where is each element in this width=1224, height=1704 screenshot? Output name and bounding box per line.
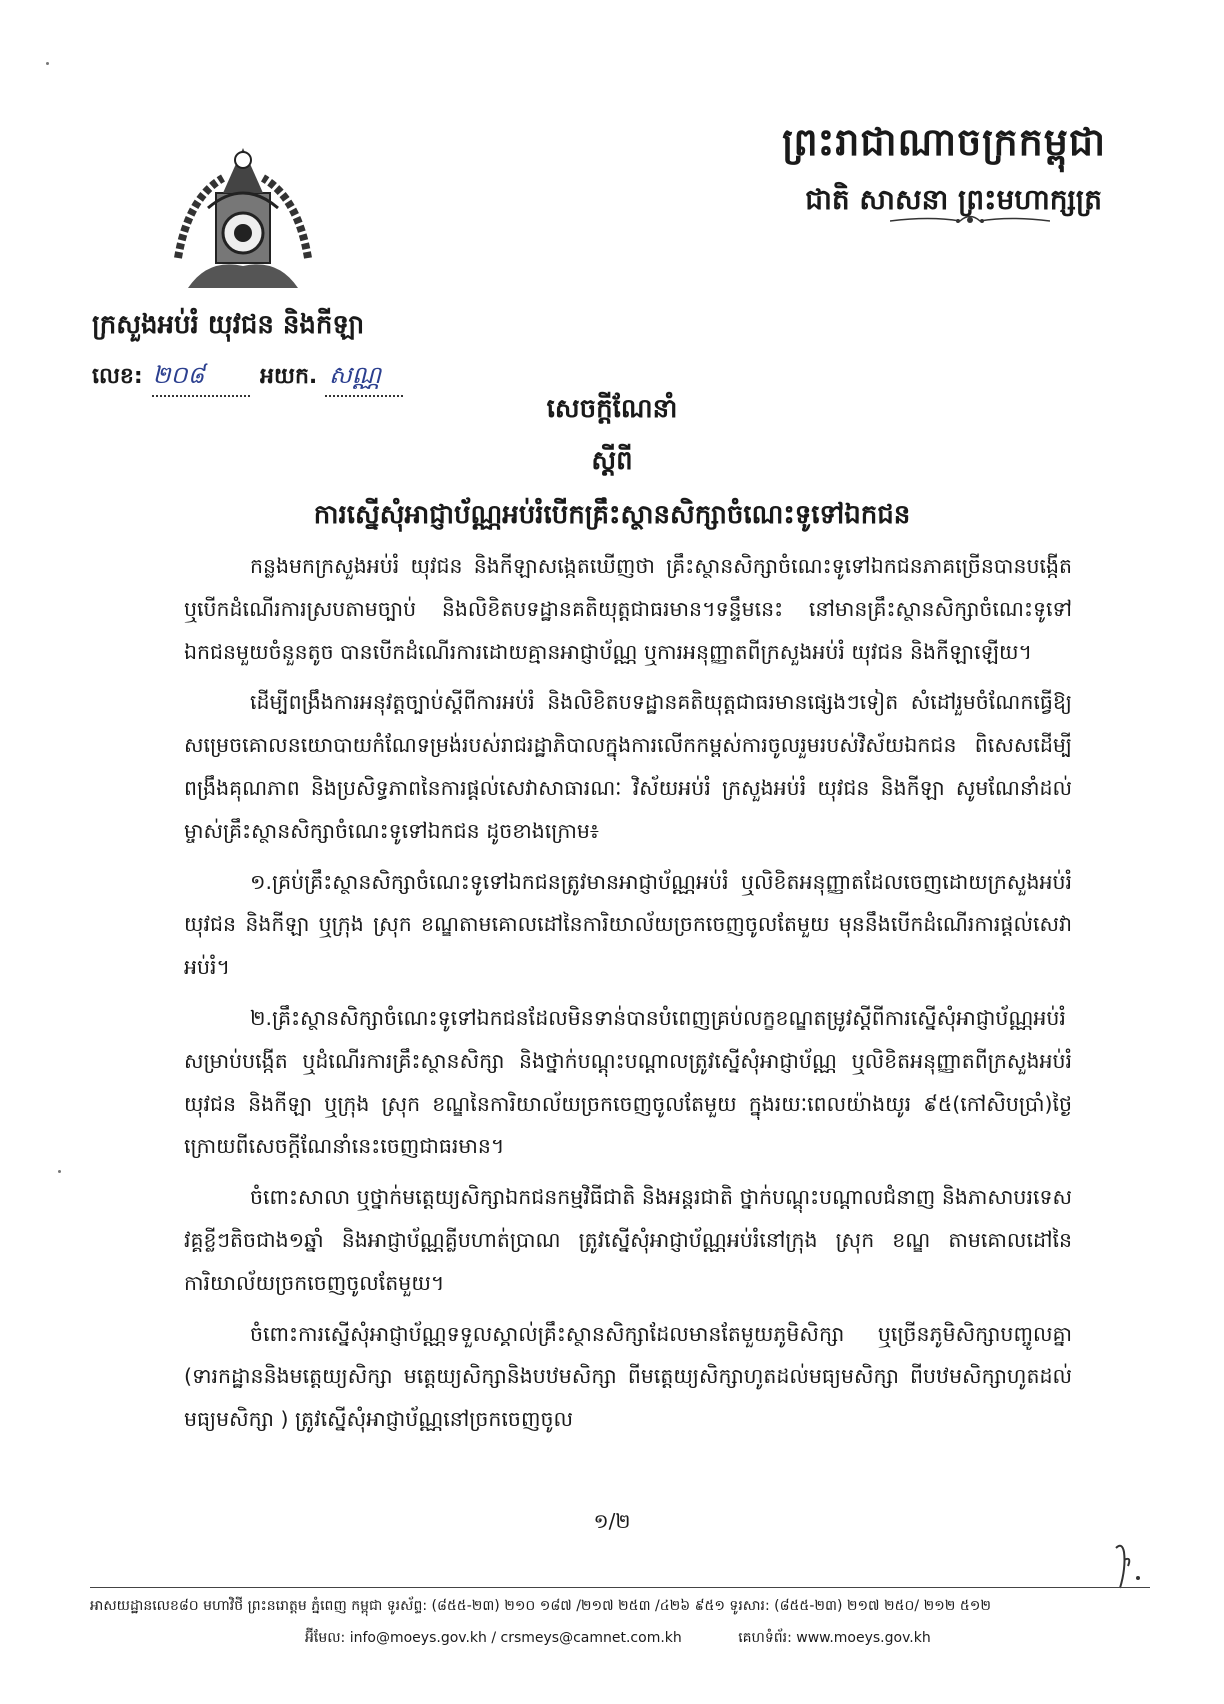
title-line-3: ការស្នើសុំអាជ្ញាប័ណ្ណអប់រំបើកគ្រឹះស្ថានសិក្សាចំណេះទូទៅឯកជន <box>313 500 911 530</box>
footer-email: អ៊ីមែល: info@moeys.gov.kh / crsmeys@camnet.com.kh <box>305 1630 682 1646</box>
paragraph: ២.គ្រឹះស្ថានសិក្សាចំណេះទូទៅឯកជនដែលមិនទាន់បានបំពេញគ្រប់លក្ខខណ្ឌតម្រូវស្តីពីការស្នើសុំអាជ្ញាប័ណ្ណអប់រំសម្រាប់បង្កើត ឬដំណើរការគ្រឹះស្ថានសិក្សា និងថ្នាក់បណ្តុះបណ្តាលត្រូវស្នើសុំអាជ្ញាប័ណ្ណ ឬលិខិតអនុញ្ញាតពីក្រសួងអប់រំ យុវជន និងកីឡា ឬក្រុង ស្រុក ខណ្ឌនៃការិយាល័យច្រកចេញចូលតែមួយ ក្នុងរយៈពេលយ៉ាងយូរ ៩៥(កៅសិបប្រាំ)ថ្ងៃ ក្រោយពីសេចក្តីណែនាំនេះចេញជាធរមាន។ <box>184 1005 1072 1159</box>
footer-address: អាសយដ្ឋានលេខ៨០ មហាវិថី ព្រះនរោត្តម ភ្នំពេញ កម្ពុជា ទូរស័ព្ទ: (៨៥៥-២៣) ២១០ ១៨៧ /២១៧ ២៥៣ /៤២៦ ៩៥១ ទូរសារ: (៨៥៥-២៣) ២១៧ ២៥០/ ២១២ ៥១២ <box>90 1598 991 1614</box>
document-title <box>0 392 1224 536</box>
document-body <box>184 545 1072 1449</box>
scan-speck <box>46 62 49 65</box>
ministry-name: ក្រសួងអប់រំ យុវជន និងកីឡា <box>92 310 365 340</box>
paragraph: ដើម្បីពង្រឹងការអនុវត្តច្បាប់ស្តីពីការអប់រំ និងលិខិតបទដ្ឋានគតិយុត្តជាធរមានផ្សេងៗទៀត សំដៅរួមចំណែកធ្វើឱ្យសម្រេចគោលនយោបាយកំណែទម្រង់របស់រាជរដ្ឋាភិបាលក្នុងការលើកកម្ពស់ការចូលរួមរបស់វិស័យឯកជន ពិសេសដើម្បីពង្រឹងគុណភាព និងប្រសិទ្ធភាពនៃការផ្តល់សេវាសាធារណៈ វិស័យអប់រំ ក្រសួងអប់រំ យុវជន និងកីឡា សូមណែនាំដល់ម្ចាស់គ្រឹះស្ថានសិក្សាចំណេះទូទៅឯកជន ដូចខាងក្រោម៖ <box>184 690 1072 843</box>
national-motto: ជាតិ សាសនា ព្រះមហាក្សត្រ <box>805 183 1102 216</box>
paragraph: ចំពោះសាលា ឬថ្នាក់មត្តេយ្យសិក្សាឯកជនកម្មវិធីជាតិ និងអន្តរជាតិ ថ្នាក់បណ្តុះបណ្តាលជំនាញ និងភាសាបរទេសវគ្គខ្លីៗតិចជាង១ឆ្នាំ និងអាជ្ញាប័ណ្ណគ្លីបហាត់ប្រាណ ត្រូវស្នើសុំអាជ្ញាប័ណ្ណអប់រំនៅក្រុង ស្រុក ខណ្ឌ តាមគោលដៅនៃការិយាល័យច្រកចេញចូលតែមួយ។ <box>184 1185 1072 1295</box>
footer-contacts <box>305 1628 983 1649</box>
kingdom-name: ព្រះរាជាណាចក្រកម្ពុជា <box>782 120 1106 164</box>
page-number: ១/២ <box>593 1509 631 1533</box>
letterhead-kingdom <box>782 118 1106 223</box>
title-line-2: ស្តីពី <box>591 446 633 476</box>
ref-label: លេខ: <box>92 364 143 389</box>
paragraph: ១.គ្រប់គ្រឹះស្ថានសិក្សាចំណេះទូទៅឯកជនត្រូវមានអាជ្ញាប័ណ្ណអប់រំ ឬលិខិតអនុញ្ញាតដែលចេញដោយក្រសួងអប់រំ យុវជន និងកីឡា ឬក្រុង ស្រុក ខណ្ឌតាមគោលដៅនៃការិយាល័យច្រកចេញចូលតែមួយ មុននឹងបើកដំណើរការផ្តល់សេវាអប់រំ។ <box>184 869 1072 980</box>
paragraph: កន្លងមកក្រសួងអប់រំ យុវជន និងកីឡាសង្កេតឃើញថា គ្រឹះស្ថានសិក្សាចំណេះទូទៅឯកជនភាគច្រើនបានបង្កើត ឬបើកដំណើរការស្របតាមច្បាប់ និងលិខិតបទដ្ឋានគតិយុត្តជាធរមាន។ទន្ទឹមនេះ នៅមានគ្រឹះស្ថានសិក្សាចំណេះទូទៅឯកជនមួយចំនួនតូច បានបើកដំណើរការដោយគ្មានអាជ្ញាប័ណ្ណ ឬការអនុញ្ញាតពីក្រសួងអប់រំ យុវជន និងកីឡាឡើយ។ <box>184 554 1072 664</box>
title-line-1: សេចក្តីណែនាំ <box>546 394 678 424</box>
footer-rule <box>90 1587 1150 1588</box>
ref-suffix-value: សណ្ណ <box>325 360 403 397</box>
ref-number: ២០៨ <box>152 360 250 397</box>
ornament-divider-icon <box>890 210 1050 232</box>
initial-signature-icon <box>1108 1538 1148 1598</box>
ministry-emblem-icon <box>168 138 318 296</box>
footer-website: គេហទំព័រ: www.moeys.gov.kh <box>738 1630 931 1646</box>
ref-suffix-label: អយក. <box>260 364 318 389</box>
paragraph: ចំពោះការស្នើសុំអាជ្ញាប័ណ្ណទទួលស្គាល់គ្រឹះស្ថានសិក្សាដែលមានតែមួយភូមិសិក្សា ឬច្រើនភូមិសិក្សាបញ្ចូលគ្នា (ទារកដ្ឋាននិងមត្តេយ្យសិក្សា មត្តេយ្យសិក្សានិងបឋមសិក្សា ពីមត្តេយ្យសិក្សាហូតដល់មធ្យមសិក្សា ពីបឋមសិក្សាហូតដល់មធ្យមសិក្សា ) ត្រូវស្នើសុំអាជ្ញាប័ណ្ណនៅច្រកចេញចូល <box>184 1321 1072 1432</box>
scan-speck <box>58 1170 61 1173</box>
